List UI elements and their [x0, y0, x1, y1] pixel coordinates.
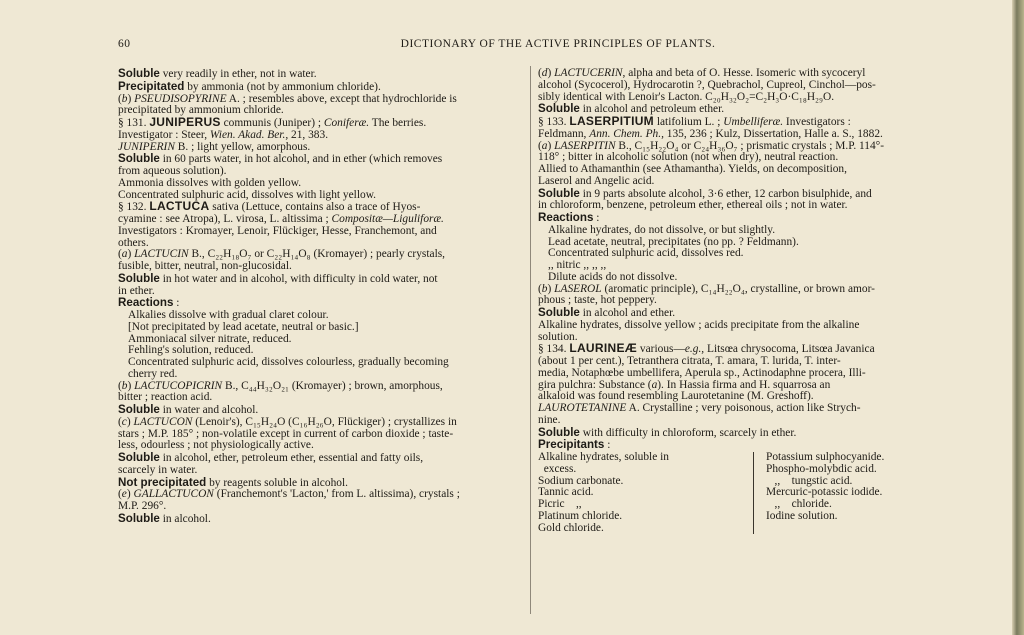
text-run: Fehling's solution, reduced. [128, 344, 254, 357]
text-run: Ammonia dissolves with golden yellow. [118, 176, 302, 189]
italic-text: a [541, 139, 548, 152]
page-edge [1012, 0, 1024, 635]
text-run: (Lenoir's), C₁₅H₂₄O (C₁₆H₂₆O, Flückiger) ; crystallizes in [192, 415, 457, 428]
keyword: Reactions [538, 211, 594, 224]
right-column [538, 68, 1004, 534]
text-run: latifolium L. ; [653, 116, 724, 128]
text-run: less, odourless ; not physiologically active. [118, 439, 314, 452]
text-run: ) [126, 415, 134, 428]
italic-text: LACTUCIN [134, 248, 189, 261]
text-run: B., C₁₅H₂₂O₄ or C₂₄H₃₆O₇ ; prismatic crystals ; M.P. 114°- [615, 139, 885, 152]
text-run: ( [118, 248, 122, 261]
text-run: A. ; resembles above, except that hydrochloride is [226, 92, 457, 105]
text-run: Lead acetate, neutral, precipitates (no pp. ? Feldmann). [548, 235, 799, 248]
text-line [538, 176, 1004, 188]
text-run: Concentrated sulphuric acid, dissolves with light yellow. [118, 188, 377, 201]
text-run: ( [538, 67, 542, 79]
text-run: Feldmann, [538, 127, 590, 140]
text-run: ) [127, 248, 135, 261]
text-run: bitter ; reaction acid. [118, 391, 213, 404]
text-run: Laserol and Angelic acid. [538, 174, 655, 187]
text-run: others. [118, 236, 149, 249]
text-run: ) [547, 282, 555, 295]
text-run: Concentrated sulphuric acid, dissolves red. [548, 247, 744, 260]
keyword: Soluble [118, 511, 160, 525]
text-run: Alkaline hydrates, do not dissolve, or but slightly. [548, 223, 776, 236]
text-run: 135, 236 ; Kulz, Dissertation, Halle a. S., 1882. [663, 127, 883, 140]
text-run: ) [547, 67, 555, 79]
text-run: Allied to Athamanthin (see Athamantha). Yields, on decomposition, [538, 163, 847, 175]
text-line [538, 427, 1004, 440]
text-run: § 133. [538, 116, 570, 128]
precipitant-item: ,, chloride. [766, 498, 832, 510]
italic-text: a [651, 378, 658, 391]
text-run: Dilute acids do not dissolve. [548, 270, 678, 283]
text-line [118, 357, 522, 369]
text-run: various— [637, 343, 685, 356]
text-run: in alcohol, ether, petroleum ether, essential and fatty oils, [159, 452, 424, 464]
text-run: from aqueous solution). [118, 165, 227, 177]
left-column [118, 68, 522, 526]
text-run: by ammonia (not by ammonium chloride). [184, 80, 381, 93]
italic-text: a [121, 248, 128, 261]
text-run: very readily in ether, not in water. [159, 68, 317, 80]
text-run: Ammoniacal silver nitrate, reduced. [128, 332, 292, 345]
text-run: gira pulchra: Substance ( [538, 378, 652, 391]
text-run: Litsœa chrysocoma, Litsœa Javanica [704, 343, 875, 356]
text-run: [Not precipitated by lead acetate, neutral or basic.] [128, 320, 359, 333]
text-run: Concentrated sulphuric acid, dissolves colourless, gradually becoming [128, 356, 449, 368]
precipitants-table [538, 452, 1004, 534]
page-header [118, 38, 998, 54]
keyword: Soluble [118, 271, 160, 285]
italic-text: e.g., [684, 343, 705, 356]
keyword: Soluble [538, 306, 580, 319]
text-run: alcohol (Sycocerol), Hydrocarotin ?, Quebrachol, Cupreol, Cinchol—pos- [538, 78, 876, 91]
keyword: Not precipitated [118, 475, 207, 489]
text-line [118, 513, 522, 526]
text-line [118, 286, 522, 298]
text-run: solution. [538, 330, 578, 343]
text-line [118, 440, 522, 452]
text-run: (about 1 per cent.), Tetranthera citrata, T. amara, T. lurida, T. inter- [538, 355, 841, 367]
precipitants-list-left [538, 452, 753, 534]
text-run: precipitated by ammonium chloride. [118, 104, 284, 117]
italic-text: PSEUDISOPYRINE [134, 92, 227, 105]
text-line [538, 320, 1004, 332]
precipitant-item: Platinum chloride. [538, 509, 623, 522]
text-run: ( [118, 415, 122, 428]
precipitant-item: Gold chloride. [538, 521, 604, 534]
keyword: Soluble [538, 102, 580, 116]
entry-heading: LAURINEÆ [569, 341, 638, 356]
precipitant-item: Tannic acid. [538, 486, 594, 499]
precipitant-item: Alkaline hydrates, soluble in [538, 451, 669, 463]
keyword: Reactions [118, 296, 174, 310]
text-run: ( [118, 379, 122, 392]
italic-text: b [541, 282, 548, 295]
text-line [538, 403, 1004, 415]
italic-text: e [121, 488, 127, 501]
text-run: ( [538, 282, 542, 295]
text-run: ,, nitric ,, ,, ,, [548, 259, 607, 271]
text-run: stars ; M.P. 185° ; non-volatile except in current of carbon dioxide ; taste- [118, 427, 454, 440]
italic-text: Wien. Akad. Ber., [209, 128, 289, 141]
text-run: in water and alcohol. [159, 404, 259, 416]
text-run: 118° ; bitter in alcoholic solution (not when dry), neutral reaction. [538, 151, 839, 164]
italic-text: Compositæ—Liguliforæ. [331, 213, 444, 225]
text-run: in chloroform, benzene, petroleum ether, ethereal oils ; not in water. [538, 199, 848, 212]
entry-heading: LACTUCA [149, 199, 210, 214]
text-run: sibly identical with Lenoir's Lacton. C₂₀H₃₂O₂=C₂H₃O·C₁₈H₂₉O. [538, 90, 835, 103]
italic-text: Umbelliferæ. [723, 116, 784, 128]
page-number: 60 [118, 38, 131, 50]
text-run: ). In Hassia firma and H. squarrosa an [657, 378, 831, 391]
text-run: Alkaline hydrates, dissolve yellow ; acids precipitate from the alkaline [538, 318, 860, 331]
precipitant-item: ,, tungstic acid. [766, 474, 853, 487]
text-run: in ether. [118, 284, 155, 297]
text-run: Investigators : Kromayer, Lenoir, Flückiger, Hesse, Franchemont, and [118, 224, 437, 237]
text-line [118, 261, 522, 273]
text-line [118, 226, 522, 238]
text-run: by reagents soluble in alcohol. [206, 476, 348, 489]
keyword: Soluble [118, 451, 160, 464]
right-column-lines [538, 68, 1004, 452]
keyword: Soluble [118, 67, 160, 80]
italic-text: c [121, 415, 127, 428]
precipitant-item: Potassium sulphocyanide. [766, 451, 885, 463]
italic-text: LASEROL [554, 282, 602, 295]
text-run: alkaloid was found resembling Laurotetanine (M. Greshoff). [538, 390, 814, 403]
italic-text: GALLACTUCON [133, 488, 214, 501]
text-line [118, 392, 522, 404]
text-run: 21, 383. [288, 128, 329, 141]
text-run: B., C₄₄H₃₂O₂₁ (Kromayer) ; brown, amorphous, [222, 379, 443, 392]
text-run: in 60 parts water, in hot alcohol, and in ether (which removes [159, 153, 443, 166]
text-run: § 132. [118, 201, 150, 214]
italic-text: d [541, 67, 548, 79]
text-run: ) [127, 379, 135, 392]
precipitant-item: Iodine solution. [766, 509, 838, 522]
italic-text: LACTUCERIN [554, 67, 623, 79]
italic-text: b [121, 379, 128, 392]
column-divider [530, 66, 531, 614]
keyword: Soluble [118, 152, 160, 166]
text-run: A. Crystalline ; very poisonous, action like Strych- [626, 402, 861, 414]
italic-text: LACTUCON [133, 415, 193, 428]
italic-text: LASERPITIN [554, 139, 616, 152]
keyword: Soluble [118, 403, 160, 416]
text-run: in alcohol and ether. [579, 307, 676, 319]
text-run: phous ; taste, hot peppery. [538, 294, 657, 307]
text-run: ( [118, 488, 122, 501]
text-run: fusible, bitter, neutral, non-glucosidal. [118, 260, 292, 272]
text-line [118, 142, 522, 154]
text-run: cyamine : see Atropa), L. virosa, L. altissima ; [118, 213, 332, 225]
text-run: in alcohol and petroleum ether. [579, 103, 725, 116]
text-run: in 9 parts absolute alcohol, 3·6 ether, 12 carbon bisulphide, and [579, 187, 872, 200]
text-run: ) [127, 92, 135, 105]
keyword: Precipitants [538, 438, 605, 452]
keyword: Soluble [538, 425, 580, 439]
precipitant-item: excess. [538, 462, 577, 475]
italic-text: LAUROTETANINE [538, 402, 627, 414]
text-line [538, 92, 1004, 104]
text-run: with difficulty in chloroform, scarcely in ether. [579, 426, 797, 439]
text-run: § 134. [538, 343, 570, 356]
italic-text: b [121, 92, 128, 105]
text-run: in hot water and in alcohol, with difficulty in cold water, not [159, 272, 438, 285]
italic-text: Coniferæ. [323, 117, 370, 129]
text-run: : [173, 297, 180, 310]
text-run: , alpha and beta of O. Hesse. Isomeric with sycoceryl [622, 67, 866, 79]
text-run: § 131. [118, 117, 150, 129]
text-line [118, 501, 522, 513]
text-line [118, 273, 522, 286]
text-run: B., C₂₂H₁₈O₇ or C₂₂H₁₄O₈ (Kromayer) ; pearly crystals, [188, 248, 446, 261]
text-run: : [604, 439, 611, 452]
text-line [538, 200, 1004, 212]
text-run: nine. [538, 413, 561, 426]
precipitant-item: Mercuric-potassic iodide. [766, 486, 883, 499]
text-run: communis (Juniper) ; [220, 117, 324, 129]
text-line [538, 295, 1004, 307]
text-run: (Franchemont's 'Lacton,' from L. altissima), crystals ; [213, 488, 460, 501]
precipitant-item: Phospho-molybdic acid. [766, 462, 877, 475]
precipitants-list-right [766, 452, 1004, 534]
text-run: ( [538, 139, 542, 152]
precipitants-divider [753, 452, 754, 534]
precipitant-item: Picric ,, [538, 498, 582, 510]
text-run: Investigator : Steer, [118, 128, 210, 141]
text-run: ( [118, 92, 122, 105]
text-run: cherry red. [128, 367, 178, 380]
text-run: M.P. 296°. [118, 500, 167, 512]
entry-heading: LASERPITIUM [569, 114, 654, 128]
text-run: ) [126, 488, 134, 501]
text-line [538, 415, 1004, 427]
text-run: : [593, 212, 600, 224]
keyword: Soluble [538, 186, 580, 200]
italic-text: LACTUCOPICRIN [134, 379, 223, 392]
text-run: (aromatic principle), C₁₄H₂₂O₄, crystalline, or brown amor- [601, 282, 875, 295]
text-run: sativa (Lettuce, contains also a trace of Hyos- [209, 201, 421, 214]
text-run: The berries. [369, 117, 427, 129]
text-run: Alkalies dissolve with gradual claret colour. [128, 309, 329, 321]
text-run: B. ; light yellow, amorphous. [174, 140, 311, 153]
italic-text: JUNIPERIN [118, 140, 175, 153]
italic-text: Ann. Chem. Ph., [589, 127, 664, 140]
precipitant-item: Sodium carbonate. [538, 474, 624, 487]
text-run: ) [547, 139, 555, 152]
running-head: DICTIONARY OF THE ACTIVE PRINCIPLES OF PLANTS. [400, 38, 716, 50]
entry-heading: JUNIPERUS [149, 115, 221, 129]
text-run: in alcohol. [159, 512, 211, 525]
text-line [118, 489, 522, 501]
text-run: media, Notaphœbe umbellifera, Aperula sp., Actinodaphne procera, Illi- [538, 366, 866, 379]
text-run: scarcely in water. [118, 463, 198, 476]
keyword: Precipitated [118, 79, 185, 93]
text-run: Investigators : [783, 116, 851, 128]
text-line [538, 248, 1004, 260]
